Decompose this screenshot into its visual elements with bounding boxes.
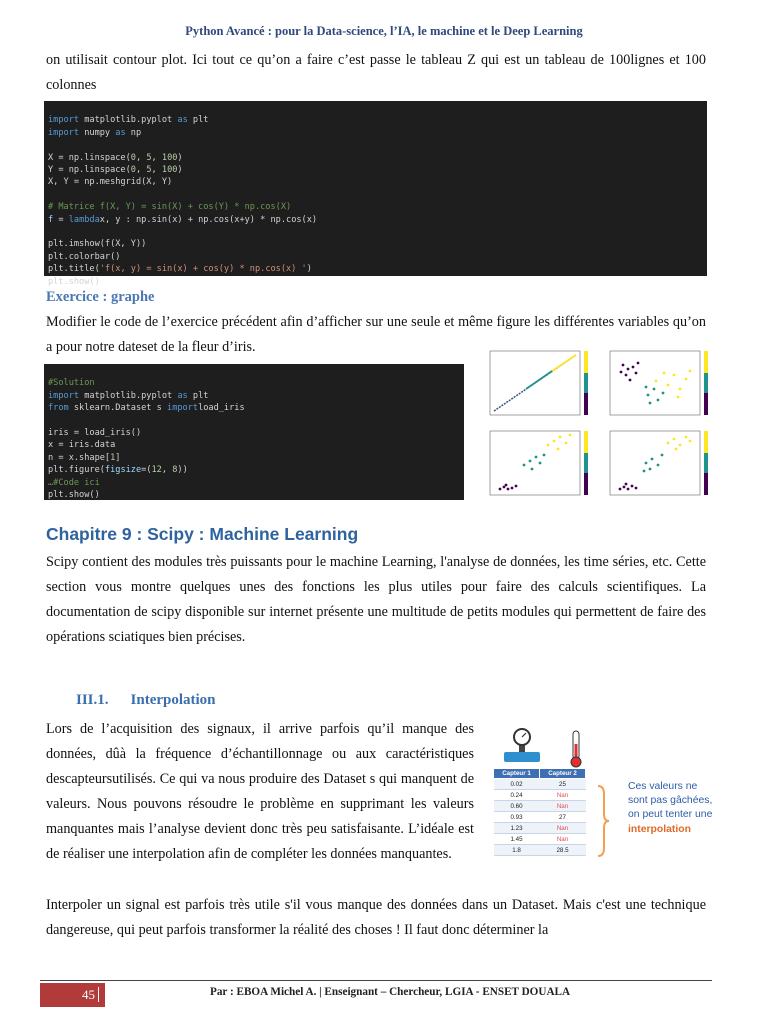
table-cell: 1.45 bbox=[494, 834, 540, 845]
table-cell: Nan bbox=[540, 823, 586, 834]
section-heading bbox=[76, 692, 216, 709]
code-line: #Solution bbox=[48, 378, 95, 389]
code-line: f = lambdax, y : np.sin(x) + np.cos(x+y) * np.cos(x) bbox=[48, 214, 318, 225]
note-text: Ces valeurs ne sont pas gâchées, on peut tenter une bbox=[628, 781, 713, 821]
footer-author: Par : EBOA Michel A. | Enseignant – Chercheur, LGIA - ENSET DOUALA bbox=[210, 986, 571, 998]
table-cell: 0.60 bbox=[494, 801, 540, 812]
code-line: plt.colorbar() bbox=[48, 251, 121, 262]
table-cell: Nan bbox=[540, 834, 586, 845]
table-header: Capteur 2 bbox=[540, 769, 586, 779]
code-line: import numpy as np bbox=[48, 127, 142, 138]
code-line: plt.figure(figsize=(12, 8)) bbox=[48, 465, 188, 476]
scatter-plot-4 bbox=[610, 431, 708, 495]
table-row bbox=[494, 801, 586, 812]
interpolation-paragraph-1: Lors de l’acquisition des signaux, il arrive parfois qu’il manque des données, dûà la fréquence d’échantillonnage ou aux caractéristiques descapteursutilisés. Ce qui va nous produire des Dataset s qui manquent de valeurs. Nous pouvons résoudre le problème en supprimant les valeurs manquantes mais l’analyse devient donc très peu satisfaisante. L’idéale est de réaliser une interpolation afin de compléter les données manquantes. bbox=[46, 721, 474, 862]
table-cell: 0.02 bbox=[494, 779, 540, 790]
table-row bbox=[494, 845, 586, 856]
table-cell: 28.5 bbox=[540, 845, 586, 856]
chapter-paragraph: Scipy contient des modules très puissants pour le machine Learning, l'analyse de données, les time séries, etc. Cette section vous montre quelques unes des fonctions les plus utiles pour faire des calculs scientifiques. La documentation de scipy disponible sur internet présente une multitude de petits modules qui permettent de faire des opérations sciatiques bien précises. bbox=[46, 554, 706, 645]
interpolation-paragraph-2: Interpoler un signal est parfois très utile s'il vous manque des données dans un Dataset. Mais c'est une technique dangereuse, qui peut parfois transformer la réalité des choses ! Il faut donc déterminer la bbox=[46, 897, 706, 938]
table-cell: 1.23 bbox=[494, 823, 540, 834]
table-row bbox=[494, 834, 586, 845]
thermometer-icon bbox=[568, 730, 584, 768]
code-line: from sklearn.Dataset s importload_iris bbox=[48, 403, 245, 414]
code-line: …#Code ici bbox=[48, 477, 100, 488]
scatter-plot-3 bbox=[490, 431, 588, 495]
exercise-heading: Exercice : graphe bbox=[46, 289, 155, 305]
code-line: X = np.linspace(0, 5, 100) bbox=[48, 152, 183, 163]
intro-paragraph: on utilisait contour plot. Ici tout ce qu’on a faire c’est passe le tableau Z qui est un tableau de 100lignes et 100 colonnes bbox=[46, 52, 706, 93]
code-line: iris = load_iris() bbox=[48, 428, 142, 439]
iris-scatter-grid bbox=[478, 345, 718, 505]
code-line: n = x.shape[1] bbox=[48, 452, 121, 463]
table-cell: Nan bbox=[540, 801, 586, 812]
table-header: Capteur 1 bbox=[494, 769, 540, 779]
exercise-text: Modifier le code de l’exercice précédent afin d’afficher sur une seule et même figure les différentes variables qu’on a pour notre dateset de la fleur d’iris. bbox=[46, 314, 706, 355]
section-number: III.1. bbox=[76, 692, 109, 708]
page-number-box bbox=[40, 983, 105, 1007]
code-line: plt.imshow(f(X, Y)) bbox=[48, 239, 147, 250]
running-header: Python Avancé : pour la Data-science, l’IA, le machine et le Deep Learning bbox=[185, 24, 583, 38]
interpolation-note bbox=[628, 780, 718, 837]
pressure-gauge-icon bbox=[504, 728, 540, 766]
curly-brace-icon bbox=[596, 784, 610, 858]
note-highlight: interpolation bbox=[628, 823, 691, 835]
code-line: # Matrice f(X, Y) = sin(X) + cos(Y) * np.cos(X) bbox=[48, 202, 292, 213]
code-line: Y = np.linspace(0, 5, 100) bbox=[48, 165, 183, 176]
code-line: import matplotlib.pyplot as plt bbox=[48, 115, 209, 126]
sensor-table bbox=[493, 768, 586, 856]
code-line: X, Y = np.meshgrid(X, Y) bbox=[48, 177, 173, 188]
code-line: plt.title('f(x, y) = sin(x) + cos(y) * np.cos(x) ') bbox=[48, 264, 312, 275]
code-line: plt.show() bbox=[48, 490, 100, 501]
sensor-figure bbox=[490, 728, 712, 862]
page-number: 45 bbox=[82, 987, 99, 1002]
table-cell: 25 bbox=[540, 779, 586, 790]
code-line: x = iris.data bbox=[48, 440, 116, 451]
scatter-plot-2 bbox=[610, 351, 708, 415]
code-line: import matplotlib.pyplot as plt bbox=[48, 390, 209, 401]
code-block-imshow bbox=[44, 101, 707, 287]
scatter-plot-1 bbox=[490, 351, 588, 415]
table-cell: 27 bbox=[540, 812, 586, 823]
table-row bbox=[494, 779, 586, 790]
code-block-solution bbox=[44, 364, 464, 500]
table-cell: Nan bbox=[540, 790, 586, 801]
table-cell: 0.93 bbox=[494, 812, 540, 823]
code-line: plt.show() bbox=[48, 276, 100, 287]
footer-divider bbox=[40, 980, 712, 981]
table-cell: 0.24 bbox=[494, 790, 540, 801]
section-title: Interpolation bbox=[130, 692, 216, 708]
table-row bbox=[494, 823, 586, 834]
table-row bbox=[494, 812, 586, 823]
table-row bbox=[494, 790, 586, 801]
table-cell: 1.8 bbox=[494, 845, 540, 856]
chapter-title: Chapitre 9 : Scipy : Machine Learning bbox=[46, 524, 359, 544]
